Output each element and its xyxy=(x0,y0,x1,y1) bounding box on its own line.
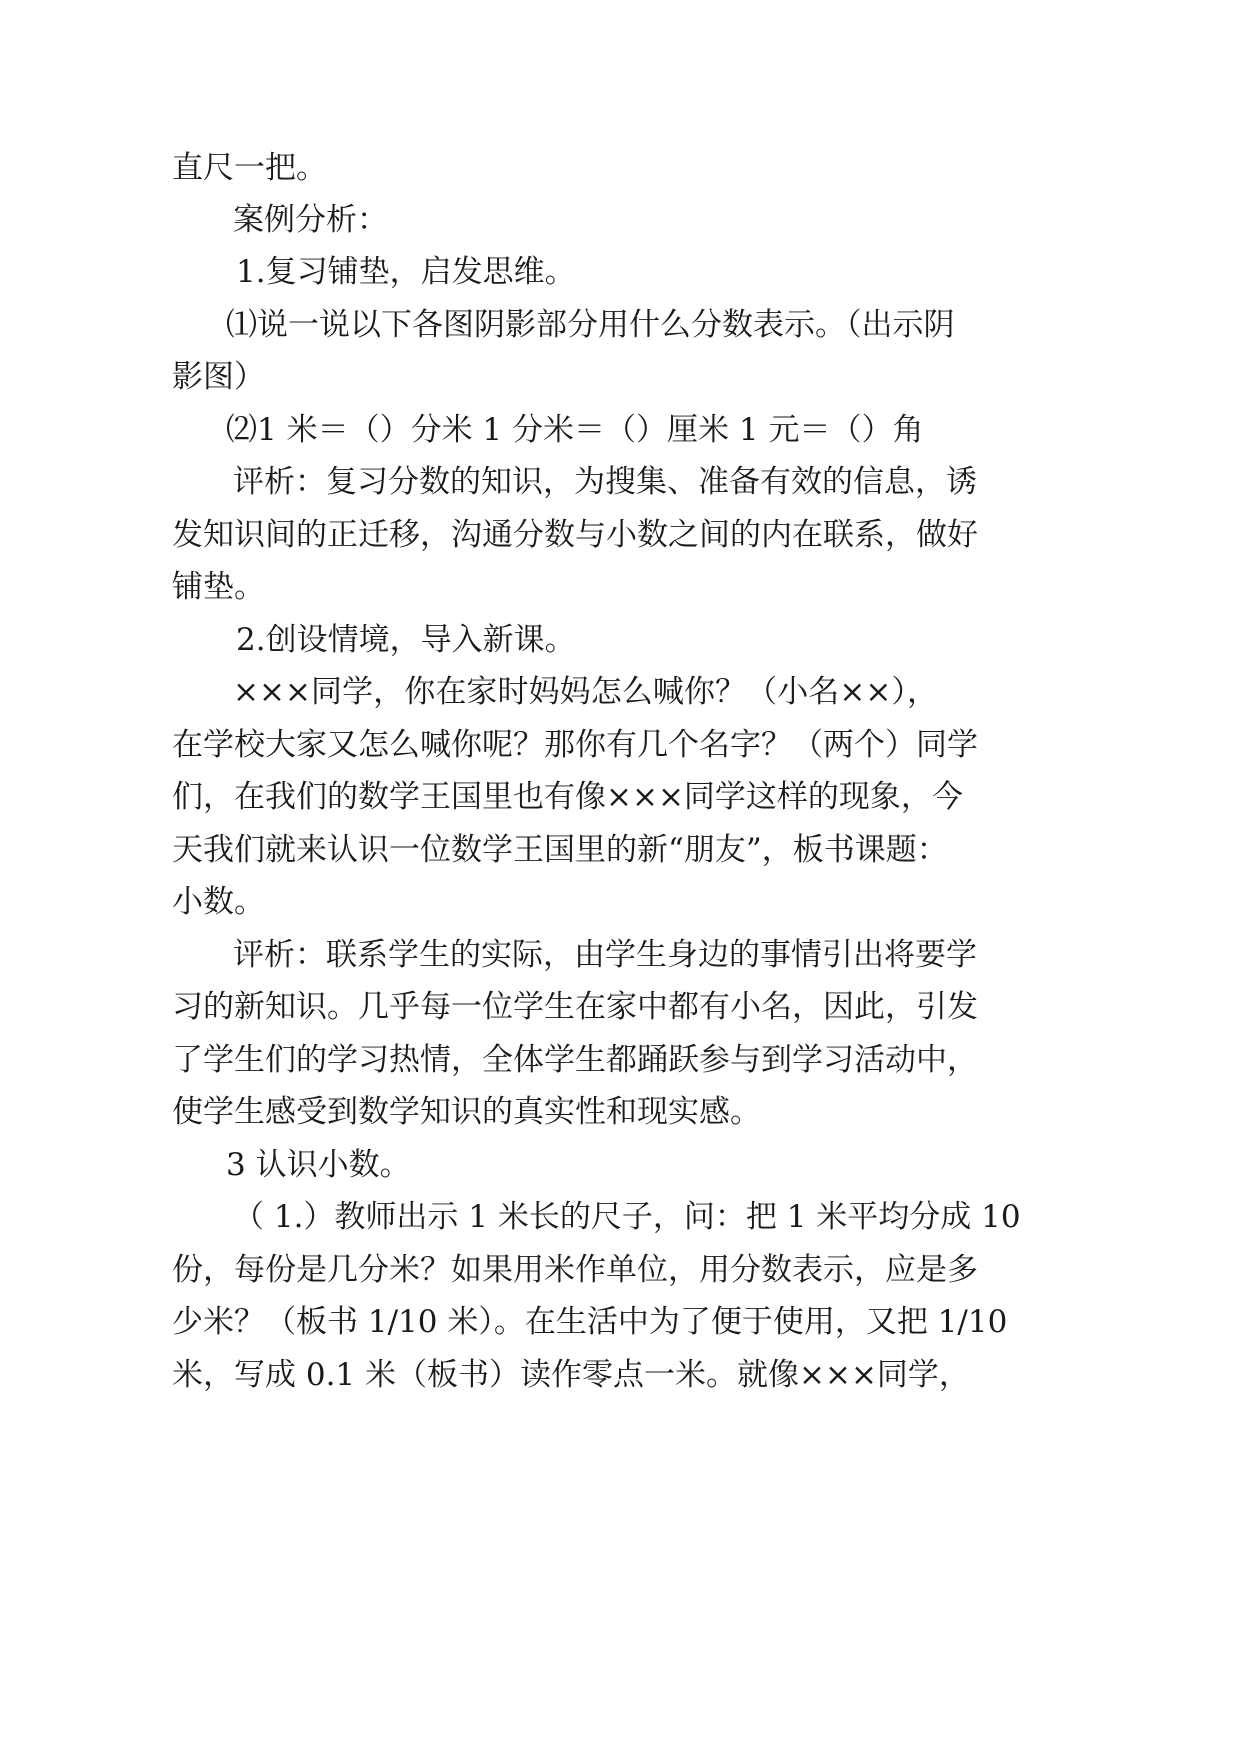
section-heading xyxy=(0,252,1241,292)
line-text: 小数。 xyxy=(172,884,265,920)
text-line xyxy=(0,357,1241,397)
section-heading xyxy=(0,1145,1241,1185)
text-line xyxy=(0,725,1241,765)
line-text: 3 认识小数。 xyxy=(226,1147,411,1183)
line-text: ⑵1 米＝（）分米 1 分米＝（）厘米 1 元＝（）角 xyxy=(226,412,924,448)
line-text: 1.复习铺垫，启发思维。 xyxy=(236,254,576,290)
text-line xyxy=(0,987,1241,1027)
text-line xyxy=(0,148,1241,188)
text-line xyxy=(0,462,1241,502)
text-line xyxy=(0,935,1241,975)
text-line xyxy=(0,1040,1241,1080)
line-text: 评析：复习分数的知识，为搜集、准备有效的信息，诱 xyxy=(233,464,977,500)
line-text: 铺垫。 xyxy=(172,569,265,605)
section-heading xyxy=(0,620,1241,660)
line-text: 直尺一把。 xyxy=(172,150,327,186)
line-text: （ 1.）教师出示 1 米长的尺子，问：把 1 米平均分成 10 xyxy=(233,1199,1021,1235)
text-line xyxy=(0,1302,1241,1342)
line-text: 习的新知识。几乎每一位学生在家中都有小名，因此，引发 xyxy=(172,989,978,1025)
line-text: 天我们就来认识一位数学王国里的新“朋友”，板书课题： xyxy=(172,832,948,868)
line-text: 影图） xyxy=(172,359,265,395)
text-line xyxy=(0,882,1241,922)
line-text: 评析：联系学生的实际，由学生身边的事情引出将要学 xyxy=(233,937,977,973)
text-line xyxy=(0,672,1241,712)
line-text: 了学生们的学习热情，全体学生都踊跃参与到学习活动中， xyxy=(172,1042,978,1078)
line-text: 在学校大家又怎么喊你呢？那你有几个名字？（两个）同学 xyxy=(172,727,978,763)
text-line xyxy=(0,1092,1241,1132)
text-line xyxy=(0,1355,1241,1395)
line-text: 们，在我们的数学王国里也有像×××同学这样的现象，今 xyxy=(172,779,963,815)
line-text: 案例分析： xyxy=(233,202,388,238)
line-text: 份，每份是几分米？如果用米作单位，用分数表示，应是多 xyxy=(172,1252,978,1288)
line-text: ×××同学，你在家时妈妈怎么喊你？（小名××）， xyxy=(233,674,938,710)
line-text: 少米？（板书 1/10 米）。在生活中为了便于使用，又把 1/10 xyxy=(172,1304,1008,1340)
text-line xyxy=(0,830,1241,870)
text-line xyxy=(0,1197,1241,1237)
line-text: 使学生感受到数学知识的真实性和现实感。 xyxy=(172,1094,761,1130)
text-line xyxy=(0,777,1241,817)
text-line xyxy=(0,567,1241,607)
section-heading xyxy=(0,200,1241,240)
line-text: 发知识间的正迁移，沟通分数与小数之间的内在联系，做好 xyxy=(172,517,978,553)
line-text: ⑴说一说以下各图阴影部分用什么分数表示。（出示阴 xyxy=(226,307,955,343)
text-line xyxy=(0,305,1241,345)
line-text: 2.创设情境，导入新课。 xyxy=(236,622,576,658)
text-line xyxy=(0,410,1241,450)
text-line xyxy=(0,515,1241,555)
text-line xyxy=(0,1250,1241,1290)
line-text: 米，写成 0.1 米（板书）读作零点一米。就像×××同学， xyxy=(172,1357,970,1393)
